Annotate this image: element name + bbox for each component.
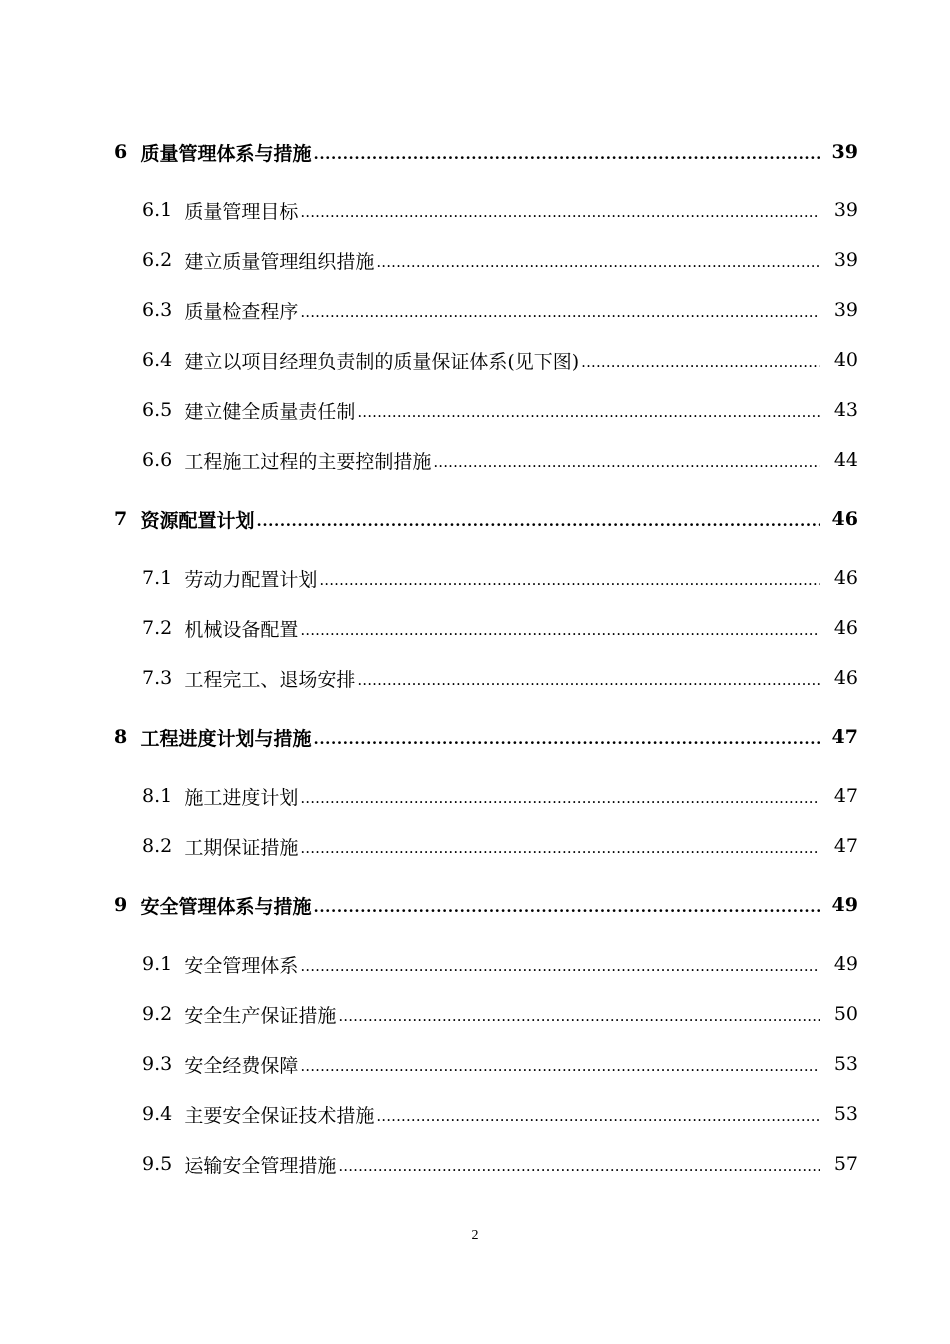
toc-number-gap <box>172 617 184 639</box>
toc-number-gap <box>127 508 140 530</box>
toc-section-6-6[interactable] <box>0 445 950 475</box>
toc-dot-leader <box>338 1157 820 1175</box>
toc-number: 9.3 <box>142 1053 173 1075</box>
toc-page-number: 46 <box>833 667 858 689</box>
toc-title: 质量检查程序 <box>184 300 299 323</box>
toc-title: 运输安全管理措施 <box>184 1154 337 1177</box>
toc-page-number: 46 <box>831 508 858 530</box>
toc-section-7-1[interactable] <box>0 563 950 593</box>
toc-number-gap <box>172 299 184 321</box>
toc-number-gap <box>172 199 184 221</box>
toc-number: 6.5 <box>142 399 173 421</box>
toc-number: 9 <box>114 894 128 916</box>
toc-dot-leader <box>300 621 820 639</box>
toc-title: 施工进度计划 <box>184 786 299 809</box>
toc-title: 安全管理体系 <box>184 954 299 977</box>
toc-page-number: 47 <box>831 726 858 748</box>
toc-title: 工程施工过程的主要控制措施 <box>184 450 432 473</box>
toc-number: 6.3 <box>142 299 173 321</box>
page-footer-number: 2 <box>471 1228 479 1243</box>
toc-dot-leader <box>376 1107 820 1125</box>
toc-number-gap <box>172 1153 184 1175</box>
toc-page-number: 39 <box>833 299 858 321</box>
toc-page-number: 47 <box>833 835 858 857</box>
toc-number-gap <box>127 141 140 163</box>
toc-dot-leader <box>300 789 820 807</box>
toc-number-gap <box>172 1003 184 1025</box>
toc-dot-leader <box>581 353 820 371</box>
toc-section-8-2[interactable] <box>0 831 950 861</box>
toc-number-gap <box>127 894 140 916</box>
toc-page-number: 57 <box>833 1153 858 1175</box>
toc-number-gap <box>172 449 184 471</box>
toc-dot-leader <box>357 403 820 421</box>
toc-dot-leader <box>433 453 820 471</box>
toc-title: 劳动力配置计划 <box>184 568 318 591</box>
toc-dot-leader <box>376 253 820 271</box>
toc-section-8-1[interactable] <box>0 781 950 811</box>
toc-page-number: 39 <box>833 249 858 271</box>
toc-page-number: 49 <box>833 953 858 975</box>
toc-title: 工期保证措施 <box>184 836 299 859</box>
toc-title: 主要安全保证技术措施 <box>184 1104 375 1127</box>
toc-dot-leader <box>313 145 820 163</box>
toc-number: 8.1 <box>142 785 173 807</box>
toc-page-number: 46 <box>833 617 858 639</box>
toc-page-number: 39 <box>833 199 858 221</box>
toc-chapter-6[interactable] <box>0 137 950 167</box>
toc-page-number: 47 <box>833 785 858 807</box>
toc-number: 6.1 <box>142 199 173 221</box>
toc-chapter-8[interactable] <box>0 722 950 752</box>
toc-number-gap <box>172 349 184 371</box>
toc-dot-leader <box>338 1007 820 1025</box>
toc-number: 8.2 <box>142 835 173 857</box>
toc-section-7-2[interactable] <box>0 613 950 643</box>
toc-title: 质量管理目标 <box>184 200 299 223</box>
toc-number: 6.4 <box>142 349 173 371</box>
toc-chapter-9[interactable] <box>0 890 950 920</box>
toc-section-6-4[interactable] <box>0 345 950 375</box>
toc-page-number: 49 <box>831 894 858 916</box>
toc-dot-leader <box>357 671 820 689</box>
toc-title: 建立质量管理组织措施 <box>184 250 375 273</box>
toc-number-gap <box>172 1053 184 1075</box>
toc-number: 6.6 <box>142 449 173 471</box>
toc-page-number: 43 <box>833 399 858 421</box>
toc-number-gap <box>172 399 184 421</box>
toc-number: 9.4 <box>142 1103 173 1125</box>
toc-section-9-4[interactable] <box>0 1099 950 1129</box>
toc-number: 7.2 <box>142 617 173 639</box>
toc-section-6-3[interactable] <box>0 295 950 325</box>
toc-number: 7 <box>114 508 128 530</box>
toc-page-number: 44 <box>833 449 858 471</box>
toc-dot-leader <box>300 203 820 221</box>
toc-number-gap <box>127 726 140 748</box>
toc-title: 质量管理体系与措施 <box>140 142 312 165</box>
toc-title: 安全生产保证措施 <box>184 1004 337 1027</box>
toc-dot-leader <box>300 303 820 321</box>
toc-number: 9.1 <box>142 953 173 975</box>
toc-number: 6 <box>114 141 128 163</box>
toc-dot-leader <box>319 571 820 589</box>
toc-section-9-3[interactable] <box>0 1049 950 1079</box>
toc-title: 工程进度计划与措施 <box>140 727 312 750</box>
toc-number: 6.2 <box>142 249 173 271</box>
toc-number-gap <box>172 249 184 271</box>
toc-section-9-2[interactable] <box>0 999 950 1029</box>
toc-section-6-2[interactable] <box>0 245 950 275</box>
toc-title: 建立健全质量责任制 <box>184 400 356 423</box>
toc-page-number: 53 <box>833 1053 858 1075</box>
toc-page-number: 50 <box>833 1003 858 1025</box>
toc-number-gap <box>172 1103 184 1125</box>
toc-title: 安全管理体系与措施 <box>140 895 312 918</box>
toc-title: 资源配置计划 <box>140 509 255 532</box>
toc-section-7-3[interactable] <box>0 663 950 693</box>
toc-number: 9.2 <box>142 1003 173 1025</box>
toc-number: 9.5 <box>142 1153 173 1175</box>
toc-number-gap <box>172 953 184 975</box>
toc-section-6-1[interactable] <box>0 195 950 225</box>
toc-title: 机械设备配置 <box>184 618 299 641</box>
toc-title: 工程完工、退场安排 <box>184 668 356 691</box>
toc-dot-leader <box>256 512 820 530</box>
toc-page-number: 46 <box>833 567 858 589</box>
toc-number: 7.3 <box>142 667 173 689</box>
toc-number-gap <box>172 567 184 589</box>
toc-section-9-5[interactable] <box>0 1149 950 1179</box>
toc-number-gap <box>172 785 184 807</box>
toc-dot-leader <box>300 957 820 975</box>
toc-page-number: 40 <box>833 349 858 371</box>
toc-section-9-1[interactable] <box>0 949 950 979</box>
toc-number: 7.1 <box>142 567 173 589</box>
toc-chapter-7[interactable] <box>0 504 950 534</box>
toc-dot-leader <box>300 839 820 857</box>
toc-page-number: 53 <box>833 1103 858 1125</box>
toc-title: 建立以项目经理负责制的质量保证体系(见下图) <box>184 350 580 373</box>
toc-dot-leader <box>313 730 820 748</box>
toc-dot-leader <box>313 898 820 916</box>
toc-dot-leader <box>300 1057 820 1075</box>
toc-section-6-5[interactable] <box>0 395 950 425</box>
toc-page-number: 39 <box>831 141 858 163</box>
toc-number: 8 <box>114 726 128 748</box>
toc-title: 安全经费保障 <box>184 1054 299 1077</box>
toc-number-gap <box>172 835 184 857</box>
toc-number-gap <box>172 667 184 689</box>
